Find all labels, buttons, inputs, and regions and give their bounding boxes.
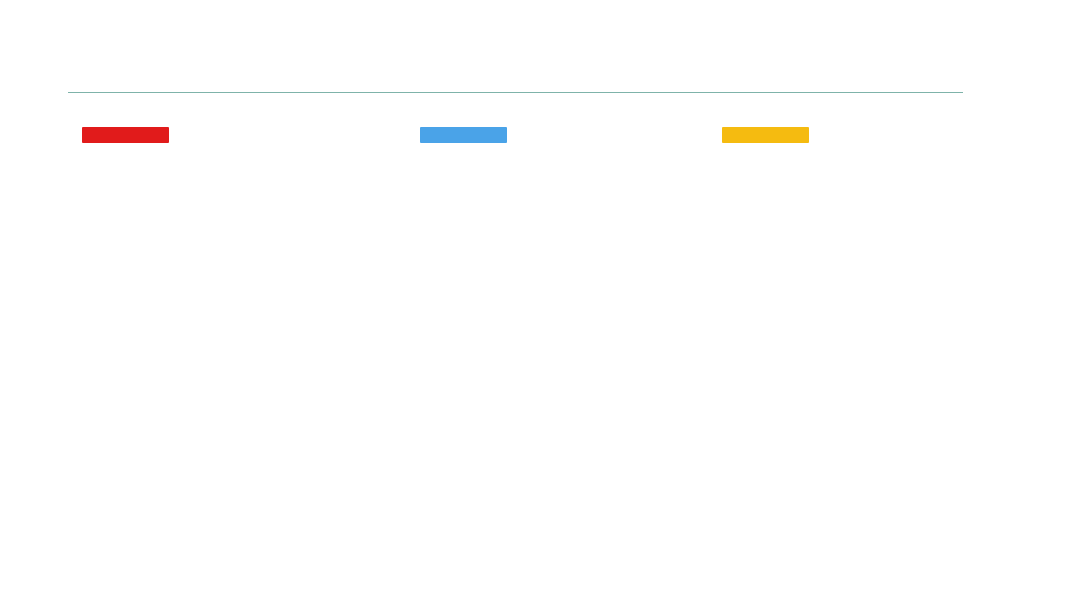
legend-red — [82, 127, 195, 143]
legend-yellow — [722, 127, 835, 143]
legend-yellow-swatch — [722, 127, 809, 143]
title-divider — [68, 92, 963, 93]
legend-blue — [420, 127, 533, 143]
legend-blue-swatch — [420, 127, 507, 143]
legend-red-swatch — [82, 127, 169, 143]
